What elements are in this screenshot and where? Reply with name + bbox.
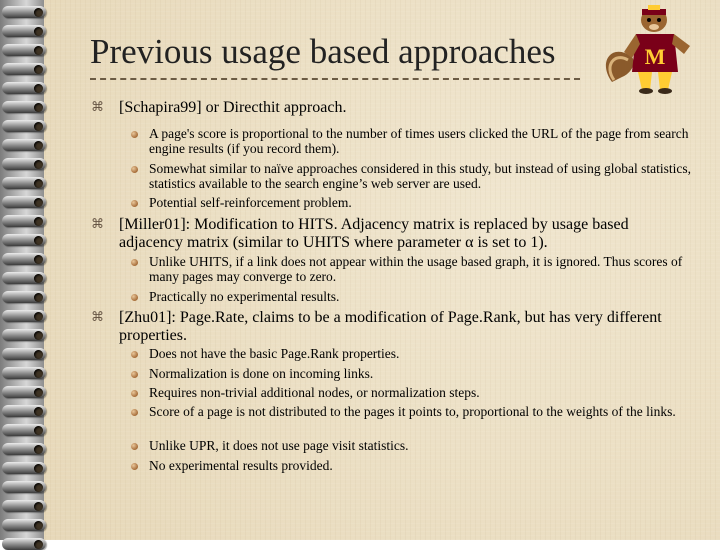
binding-hole: [34, 483, 43, 492]
sub-bullet: Score of a page is not distributed to the pages it points to, proportional to the weights of the links.: [149, 404, 676, 419]
binding-hole: [34, 198, 43, 207]
round-bullet-icon: [131, 463, 138, 470]
binding-hole: [34, 46, 43, 55]
binding-hole: [34, 426, 43, 435]
sub-bullet: A page's score is proportional to the number of times users clicked the URL of the page from search engine results (if you record them).: [149, 126, 689, 156]
binding-hole: [34, 407, 43, 416]
mascot-letter: M: [644, 44, 666, 69]
round-bullet-icon: [131, 294, 138, 301]
binding-hole: [34, 521, 43, 530]
sub-bullet: Does not have the basic Page.Rank properties.: [149, 346, 400, 361]
sub-bullet: Practically no experimental results.: [149, 289, 340, 304]
spiral-binding: [0, 0, 44, 540]
binding-hole: [34, 331, 43, 340]
binding-hole: [34, 217, 43, 226]
binding-hole: [34, 160, 43, 169]
binding-hole: [34, 255, 43, 264]
round-bullet-icon: [131, 166, 138, 173]
sub-bullet: Unlike UHITS, if a link does not appear within the usage based graph, it is ignored. Thus scores of many pages may converge to zero.: [149, 254, 683, 284]
page-title: Previous usage based approaches: [90, 32, 556, 71]
round-bullet-icon: [131, 443, 138, 450]
round-bullet-icon: [131, 351, 138, 358]
bullet-zhu: [Zhu01]: Page.Rate, claims to be a modification of Page.Rank, but has very different properties.: [119, 309, 662, 344]
round-bullet-icon: [131, 259, 138, 266]
sub-bullet: No experimental results provided.: [149, 458, 333, 473]
binding-hole: [34, 8, 43, 17]
binding-hole: [34, 122, 43, 131]
sub-bullet: Somewhat similar to naïve approaches considered in this study, but instead of using global statistics, statistics available to the search engine’s web server are used.: [149, 161, 692, 191]
wave-bullet-icon: ⌘: [91, 216, 104, 231]
round-bullet-icon: [131, 131, 138, 138]
binding-hole: [34, 540, 43, 549]
sub-bullet: Unlike UPR, it does not use page visit statistics.: [149, 438, 409, 453]
binding-hole: [34, 445, 43, 454]
binding-hole: [34, 274, 43, 283]
sub-bullet: Normalization is done on incoming links.: [149, 366, 374, 381]
binding-hole: [34, 369, 43, 378]
sub-bullet: Potential self-reinforcement problem.: [149, 195, 352, 210]
binding-hole: [34, 179, 43, 188]
bullet-schapira: [Schapira99] or Directhit approach.: [119, 99, 347, 116]
binding-hole: [34, 293, 43, 302]
binding-hole: [34, 103, 43, 112]
title-divider: [90, 78, 580, 80]
round-bullet-icon: [131, 200, 138, 207]
binding-hole: [34, 502, 43, 511]
binding-hole: [34, 236, 43, 245]
round-bullet-icon: [131, 409, 138, 416]
round-bullet-icon: [131, 390, 138, 397]
binding-hole: [34, 141, 43, 150]
binding-hole: [34, 350, 43, 359]
wave-bullet-icon: ⌘: [91, 99, 104, 114]
binding-hole: [34, 312, 43, 321]
sub-bullet: Requires non-trivial additional nodes, or normalization steps.: [149, 385, 480, 400]
wave-bullet-icon: ⌘: [91, 309, 104, 324]
bullet-miller: [Miller01]: Modification to HITS. Adjacency matrix is replaced by usage based adjacency matrix (similar to UHITS where parameter α is set to 1).: [119, 216, 629, 251]
binding-hole: [34, 84, 43, 93]
binding-hole: [34, 464, 43, 473]
binding-hole: [34, 65, 43, 74]
binding-hole: [34, 27, 43, 36]
gopher-mascot-icon: [592, 2, 702, 94]
round-bullet-icon: [131, 371, 138, 378]
binding-hole: [34, 388, 43, 397]
